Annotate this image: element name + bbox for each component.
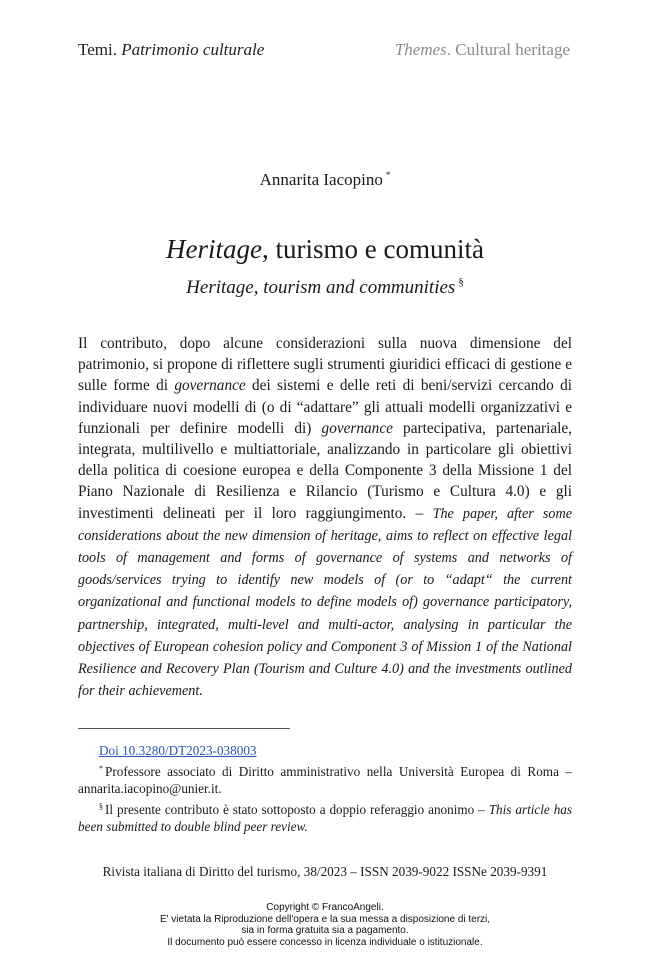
doi-link[interactable]: Doi 10.3280/DT2023-038003 xyxy=(99,743,257,758)
article-subtitle xyxy=(0,276,650,299)
footnote-review-en: This article has been submitted to double blind peer review. xyxy=(78,801,573,834)
footnote-review xyxy=(78,798,572,836)
footnotes xyxy=(78,742,572,836)
abstract xyxy=(78,333,572,702)
abstract-en: The paper, after some considerations about the new dimension of heritage, aims to reflect on effective legal tools of management and forms of governance of systems and networks of goods/services trying to identify new models of (or to “adapt“ the current organizational and functional models to define models of) governance participatory, partnership, integrated, multi-level and multi-actor, analysing in particular the objectives of European cohesion policy and Component 3 of Mission 1 of the National Resilience and Recovery Plan (Tourism and Culture 4.0) and the investments outlined for their achievement. xyxy=(78,505,573,700)
footnote-author-mark: * xyxy=(99,763,103,773)
author-footnote-mark: * xyxy=(385,170,391,180)
header-left-prefix: Temi. xyxy=(78,40,117,59)
author-name: Annarita Iacopino xyxy=(259,170,383,189)
footnote-author xyxy=(78,760,572,798)
copyright-line: E' vietata la Riproduzione dell'opera e la sua messa a disposizione di terzi, xyxy=(159,913,491,925)
copyright-line: sia in forma gratuita sia a pagamento. xyxy=(241,925,409,937)
header-right-section: Themes xyxy=(394,40,447,59)
article-subtitle-text: Heritage, tourism and communities xyxy=(186,277,456,298)
abstract-dash: – xyxy=(406,504,433,522)
abstract-it-part3: partecipativa, partenariale, integrata, multilivello e multiattoriale, analizzando in particolare gli obiettivi della politica di coesione europea e della Componente 3 della Missione 1 del Piano Nazionale di Resilienza e Rilancio (Turismo e Cultura 4.0) e gli investimenti delineati per il loro raggiungimento. xyxy=(78,419,573,522)
abstract-governance-term-2: governance xyxy=(321,419,393,437)
running-header-right xyxy=(395,40,570,60)
footnote-review-mark: § xyxy=(99,801,103,811)
subtitle-footnote-mark: § xyxy=(458,276,464,288)
header-right-rest: . Cultural heritage xyxy=(446,40,570,59)
footnote-author-text: Professore associato di Diritto amministrativo nella Università Europea di Roma – annarita.iacopino@unier.it. xyxy=(78,763,572,796)
footnote-separator xyxy=(78,728,290,729)
abstract-it-part2: dei sistemi e delle reti di beni/servizi cercando di individuare nuovi modelli di (o di “adattare” gli attuali modelli organizzativi e funzionali per definire modelli di) xyxy=(78,377,572,437)
author-line xyxy=(0,170,650,190)
copyright-line: Il documento può essere concesso in licenza individuale o istituzionale. xyxy=(167,936,483,948)
header-left-section: Patrimonio culturale xyxy=(121,40,265,59)
abstract-governance-term-1: governance xyxy=(174,377,246,395)
journal-citation: Rivista italiana di Diritto del turismo, 38/2023 – ISSN 2039-9022 ISSNe 2039-9391 xyxy=(102,864,548,879)
footnote-review-it: Il presente contributo è stato sottoposto a doppio referaggio anonimo – xyxy=(105,801,489,817)
abstract-it-part1: Il contributo, dopo alcune considerazioni sulla nuova dimensione del patrimonio, si propone di riflettere sugli strumenti giuridici efficaci di gestione e sulle forme di xyxy=(78,335,572,395)
running-header-left xyxy=(78,40,264,60)
article-title xyxy=(0,234,650,265)
copyright-notice xyxy=(0,902,650,948)
copyright-line: Copyright © FrancoAngeli. xyxy=(266,902,384,913)
article-title-italic: Heritage xyxy=(166,234,262,264)
article-title-rest: , turismo e comunità xyxy=(262,234,484,264)
